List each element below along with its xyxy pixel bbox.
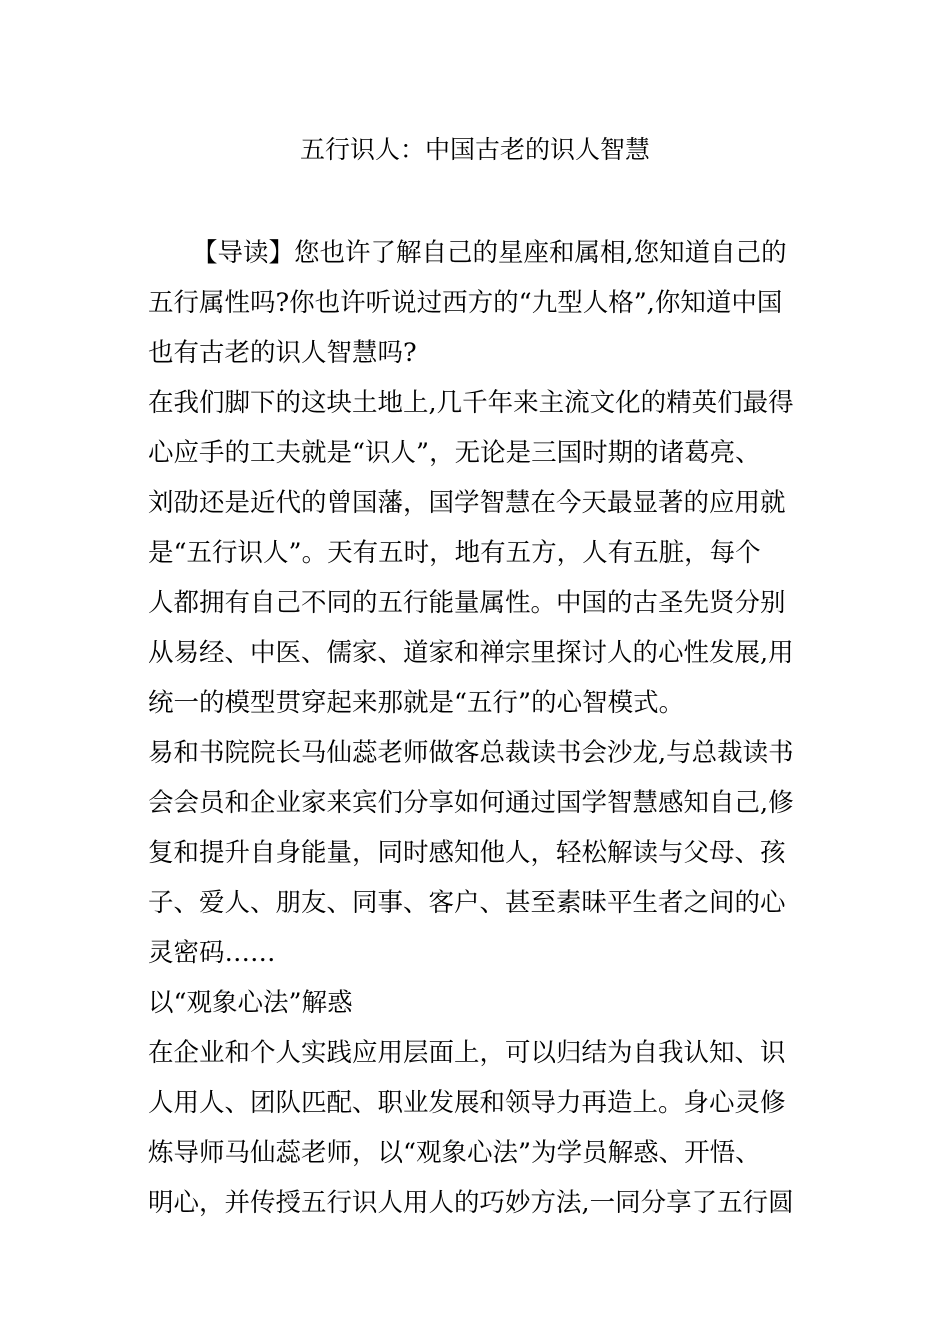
text-line: 从易经、中医、儒家、道家和禅宗里探讨人的心性发展,用 bbox=[148, 638, 794, 668]
text-line: 会会员和企业家来宾们分享如何通过国学智慧感知自己,修 bbox=[148, 788, 794, 818]
text-line: 五行属性吗?你也许听说过西方的“九型人格”,你知道中国 bbox=[148, 288, 783, 318]
text-line: 在我们脚下的这块土地上,几千年来主流文化的精英们最得 bbox=[148, 388, 794, 418]
text-line: 是“五行识人”。天有五时，地有五方，人有五脏，每个 bbox=[148, 538, 761, 568]
document-title: 五行识人：中国古老的识人智慧 bbox=[299, 135, 650, 164]
text-line: 也有古老的识人智慧吗? bbox=[148, 338, 417, 368]
document-body bbox=[148, 228, 808, 1228]
text-line: 明心，并传授五行识人用人的巧妙方法,一同分享了五行圆 bbox=[148, 1188, 794, 1218]
text-line: 复和提升自身能量，同时感知他人，轻松解读与父母、孩 bbox=[148, 838, 786, 868]
text-line: 易和书院院长马仙蕊老师做客总裁读书会沙龙,与总裁读书 bbox=[148, 738, 794, 768]
text-line: 统一的模型贯穿起来那就是“五行”的心智模式。 bbox=[148, 688, 685, 718]
section-heading: 以“观象心法”解惑 bbox=[148, 988, 353, 1018]
text-line: 子、爱人、朋友、同事、客户、甚至素昧平生者之间的心 bbox=[148, 888, 786, 918]
text-line: 灵密码…… bbox=[148, 938, 276, 968]
text-line: 刘劭还是近代的曾国藩，国学智慧在今天最显著的应用就 bbox=[148, 488, 786, 518]
text-line: 在企业和个人实践应用层面上，可以归结为自我认知、识 bbox=[148, 1038, 786, 1068]
text-line: 心应手的工夫就是“识人”，无论是三国时期的诸葛亮、 bbox=[148, 438, 761, 468]
text-line: 炼导师马仙蕊老师，以“观象心法”为学员解惑、开悟、 bbox=[148, 1138, 761, 1168]
text-line: 人用人、团队匹配、职业发展和领导力再造上。身心灵修 bbox=[148, 1088, 786, 1118]
text-line: 【导读】您也许了解自己的星座和属相,您知道自己的 bbox=[192, 238, 787, 268]
text-line: 人都拥有自己不同的五行能量属性。中国的古圣先贤分别 bbox=[148, 588, 786, 618]
